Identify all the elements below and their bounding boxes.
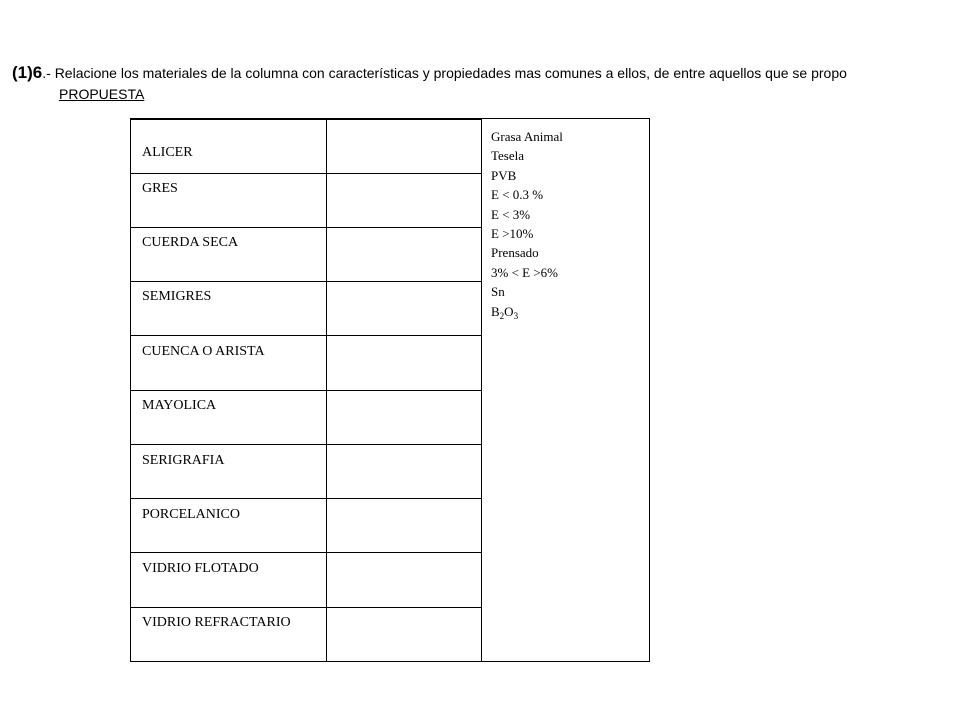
option-formula <box>491 302 563 321</box>
material-label: PORCELANICO <box>142 507 241 522</box>
answer-cell[interactable] <box>327 174 481 227</box>
option-item: E >10% <box>491 226 534 242</box>
answer-cell[interactable] <box>327 336 481 390</box>
column-divider-right <box>481 119 482 661</box>
material-label: VIDRIO FLOTADO <box>142 561 259 576</box>
option-item: Grasa Animal <box>491 129 563 144</box>
option-item: Tesela <box>491 148 525 164</box>
material-label: VIDRIO REFRACTARIO <box>142 615 291 630</box>
options-list <box>491 127 563 321</box>
material-label: CUENCA O ARISTA <box>142 344 265 359</box>
table-row <box>131 281 481 335</box>
material-label: SEMIGRES <box>142 289 212 304</box>
option-item: PVB <box>491 167 517 183</box>
material-label: GRES <box>142 181 178 196</box>
table-row <box>131 607 481 662</box>
material-label: ALICER <box>142 145 193 160</box>
question-heading <box>12 64 960 82</box>
formula-element-b: B <box>491 303 500 319</box>
question-number: (1)6 <box>12 64 43 82</box>
answer-cell[interactable] <box>327 228 481 281</box>
proposal-label: PROPUESTA <box>59 86 145 102</box>
answer-cell[interactable] <box>327 553 481 607</box>
formula-subscript-2: 2 <box>499 310 505 321</box>
option-item: Prensado <box>491 245 539 261</box>
question-text: Relacione los materiales de la columna con características y propiedades mas comunes a ellos, de entre aquellos que se propo <box>54 65 847 81</box>
table-row <box>131 335 481 390</box>
table-row <box>131 498 481 552</box>
material-label: MAYOLICA <box>142 398 217 413</box>
formula-element-o: O <box>504 303 514 319</box>
table-row <box>131 173 481 227</box>
question-separator: .- <box>42 65 55 81</box>
option-item: Sn <box>491 284 505 300</box>
table-row <box>131 390 481 444</box>
formula-subscript-3: 3 <box>513 310 519 321</box>
matching-table <box>130 118 650 662</box>
table-row <box>131 552 481 607</box>
option-item: E < 0.3 % <box>491 187 544 203</box>
answer-cell[interactable] <box>327 391 481 444</box>
answer-cell[interactable] <box>327 499 481 552</box>
material-label: CUERDA SECA <box>142 235 239 250</box>
answer-cell[interactable] <box>327 120 481 173</box>
option-item: 3% < E >6% <box>491 264 559 280</box>
table-row <box>131 227 481 281</box>
table-row <box>131 119 481 173</box>
table-row <box>131 444 481 498</box>
answer-cell[interactable] <box>327 445 481 498</box>
option-item: E < 3% <box>491 206 531 222</box>
material-label: SERIGRAFIA <box>142 453 225 468</box>
answer-cell[interactable] <box>327 282 481 335</box>
answer-cell[interactable] <box>327 608 481 662</box>
